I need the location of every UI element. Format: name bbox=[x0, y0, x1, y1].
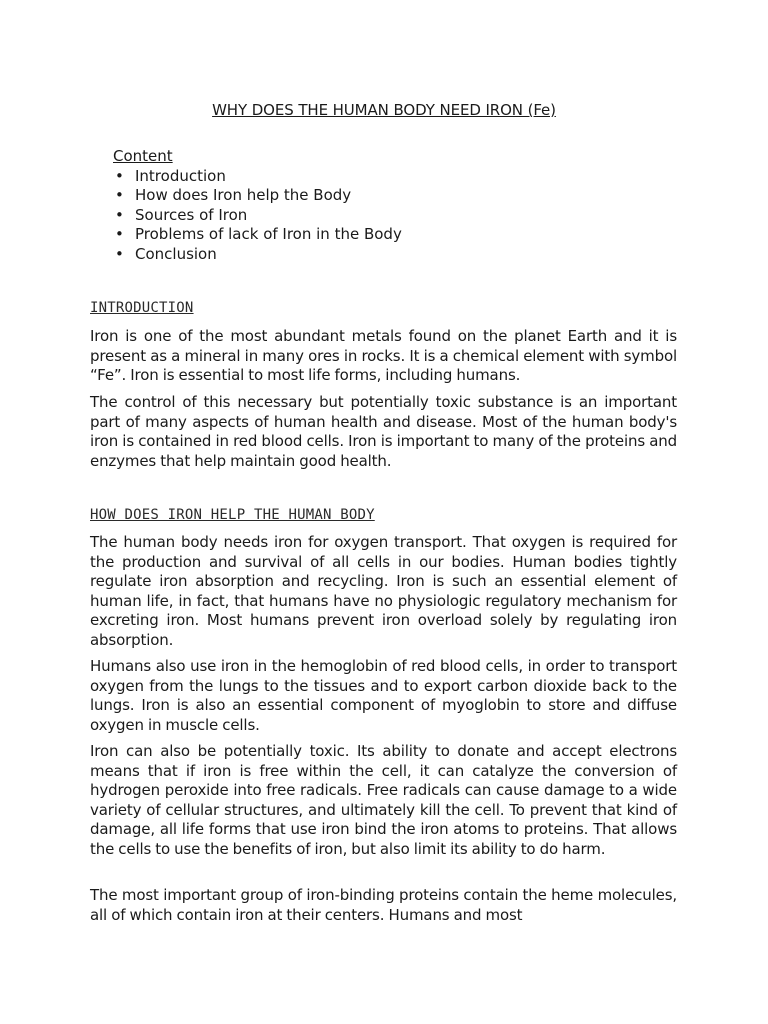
bullet-icon: • bbox=[115, 205, 124, 224]
paragraph: The most important group of iron-binding proteins contain the heme molecules, all of which contain iron at their centers. Humans and most bbox=[90, 886, 677, 924]
toc-item bbox=[113, 167, 673, 187]
paragraph: Iron is one of the most abundant metals found on the planet Earth and it is present as a mineral in many ores in rocks. It is a chemical element with symbol “Fe”. Iron is essential to most life forms, including humans. bbox=[90, 327, 677, 384]
bullet-icon: • bbox=[115, 166, 124, 185]
paragraph: The human body needs iron for oxygen transport. That oxygen is required for the production and survival of all cells in our bodies. Human bodies tightly regulate iron absorption and recycling. Iron is such an essential element of human life, in fact, that humans have no physiologic regulatory mechanism for excreting iron. Most humans prevent iron overload solely by regulating iron absorption. bbox=[90, 533, 677, 649]
document-title: WHY DOES THE HUMAN BODY NEED IRON (Fe) bbox=[212, 101, 556, 119]
toc-item-label: Conclusion bbox=[135, 244, 217, 263]
table-of-contents bbox=[113, 147, 673, 264]
bullet-icon: • bbox=[115, 186, 124, 204]
section-heading-introduction: INTRODUCTION bbox=[90, 300, 194, 316]
toc-item-label: Introduction bbox=[135, 166, 226, 185]
toc-item bbox=[113, 206, 673, 226]
bullet-icon: • bbox=[115, 225, 124, 243]
toc-item-label: Sources of Iron bbox=[135, 205, 248, 224]
paragraph: Iron can also be potentially toxic. Its ability to donate and accept electrons means that if iron is free within the cell, it can catalyze the conversion of hydrogen peroxide into free radicals. Free radicals can cause damage to a wide variety of cellular structures, and ultimately kill the cell. To prevent that kind of damage, all life forms that use iron bind the iron atoms to proteins. That allows the cells to use the benefits of iron, but also limit its ability to do harm. bbox=[90, 742, 677, 858]
toc-item-label: How does Iron help the Body bbox=[135, 186, 352, 204]
bullet-icon: • bbox=[115, 244, 124, 263]
content-heading: Content bbox=[113, 147, 173, 165]
paragraph: The control of this necessary but potentially toxic substance is an important part of many aspects of human health and disease. Most of the human body's iron is contained in red blood cells. Iron is important to many of the proteins and enzymes that help maintain good health. bbox=[90, 393, 677, 470]
toc-item bbox=[113, 225, 673, 245]
toc-item bbox=[113, 186, 673, 206]
toc-list bbox=[113, 167, 673, 265]
paragraph: Humans also use iron in the hemoglobin of red blood cells, in order to transport oxygen from the lungs to the tissues and to export carbon dioxide back to the lungs. Iron is also an essential component of myoglobin to store and diffuse oxygen in muscle cells. bbox=[90, 657, 677, 734]
toc-item-label: Problems of lack of Iron in the Body bbox=[135, 225, 402, 243]
toc-item bbox=[113, 245, 673, 265]
section-heading-how-iron-helps: HOW DOES IRON HELP THE HUMAN BODY bbox=[90, 507, 375, 523]
